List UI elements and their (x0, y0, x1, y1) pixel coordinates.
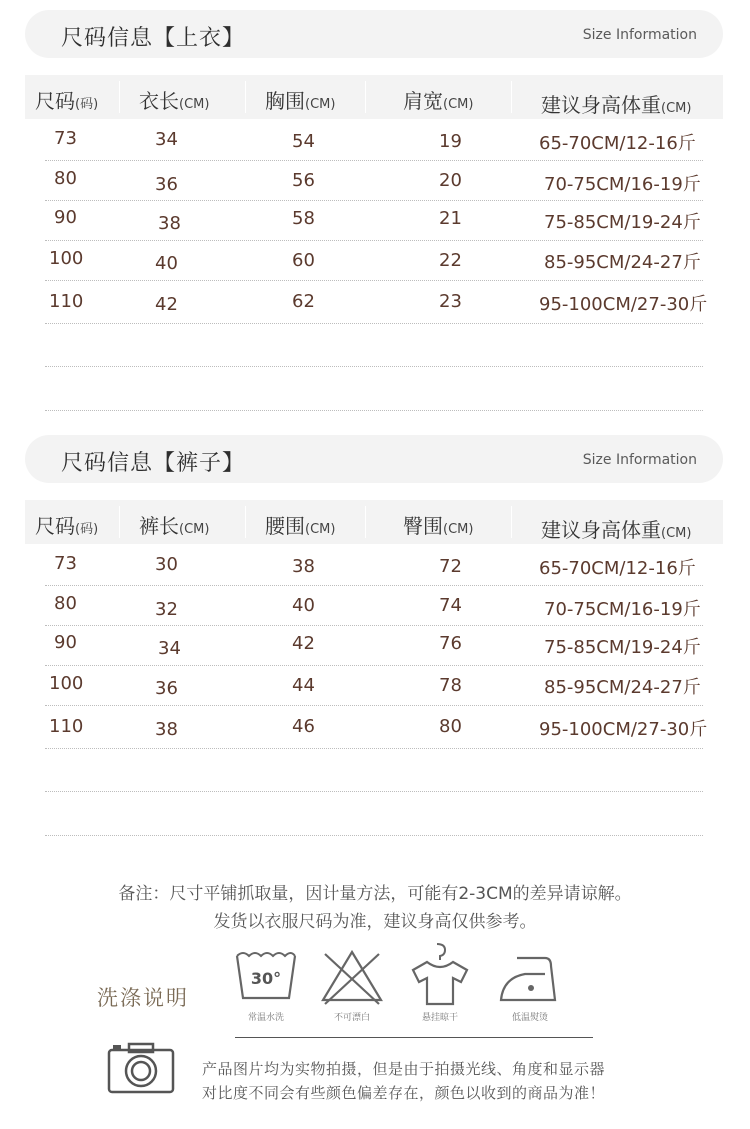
note-line-2: 发货以衣服尺码为准，建议身高仅供参考。 (213, 912, 537, 932)
low-iron-icon (495, 948, 565, 1028)
section-title: 尺码信息【裤子】 (61, 451, 246, 476)
section-title-bar (25, 435, 723, 483)
section-title-en: Size Information (582, 27, 697, 43)
disclaimer-line-1: 产品图片均为实物拍摄，但是由于拍摄光线、角度和显示器 (202, 1060, 606, 1078)
table-row: 100 36 44 78 85-95CM/24-27斤 (49, 673, 701, 699)
disclaimer-line-2: 对比度不同会有些颜色偏差存在，颜色以收到的商品为准！ (202, 1084, 606, 1102)
table-row: 90 34 42 76 75-85CM/19-24斤 (54, 632, 701, 659)
hang-dry-icon (405, 942, 475, 1022)
size-table-top (0, 0, 750, 420)
size-table-bottom (0, 425, 750, 845)
no-bleach-icon (317, 948, 387, 1028)
table-row: 80 32 40 74 70-75CM/16-19斤 (54, 593, 701, 620)
header-length: 裤长(CM) (139, 514, 210, 538)
table-row: 110 42 62 23 95-100CM/27-30斤 (49, 291, 708, 315)
header-shoulder: 肩宽(CM) (403, 89, 474, 113)
table-row: 80 36 56 20 70-75CM/16-19斤 (54, 168, 701, 195)
header-chest: 胸围(CM) (265, 89, 336, 113)
svg-text:30°: 30° (250, 969, 282, 988)
table-row: 100 40 60 22 85-95CM/24-27斤 (49, 248, 701, 274)
divider (235, 1037, 593, 1038)
icon-caption: 常温水洗 (247, 1013, 284, 1023)
table-header (25, 500, 723, 544)
washing-title: 洗涤说明 (97, 986, 189, 1010)
header-height-weight: 建议身高体重(CM) (541, 518, 692, 542)
header-size: 尺码(码) (35, 514, 99, 538)
header-hip: 臀围(CM) (403, 514, 474, 538)
section-title-bar (25, 10, 723, 58)
section-title-en: Size Information (582, 452, 697, 468)
table-row: 110 38 46 80 95-100CM/27-30斤 (49, 716, 708, 740)
header-waist: 腰围(CM) (265, 514, 336, 538)
table-row: 73 30 38 72 65-70CM/12-16斤 (54, 553, 696, 579)
header-length: 衣长(CM) (139, 89, 210, 113)
icon-caption: 不可漂白 (333, 1013, 370, 1023)
header-size: 尺码(码) (35, 89, 99, 113)
section-title: 尺码信息【上衣】 (61, 26, 246, 51)
wash-30-icon (231, 948, 301, 1028)
icon-caption: 低温熨烫 (511, 1013, 548, 1023)
table-row: 90 38 58 21 75-85CM/19-24斤 (54, 207, 701, 234)
header-height-weight: 建议身高体重(CM) (541, 93, 692, 117)
note-line-1: 备注：尺寸平铺抓取量，因计量方法，可能有2-3CM的差异请谅解。 (118, 884, 632, 904)
camera-icon (107, 1042, 175, 1094)
table-header (25, 75, 723, 119)
icon-caption: 悬挂晾干 (421, 1013, 458, 1023)
table-row: 73 34 54 19 65-70CM/12-16斤 (54, 128, 696, 154)
